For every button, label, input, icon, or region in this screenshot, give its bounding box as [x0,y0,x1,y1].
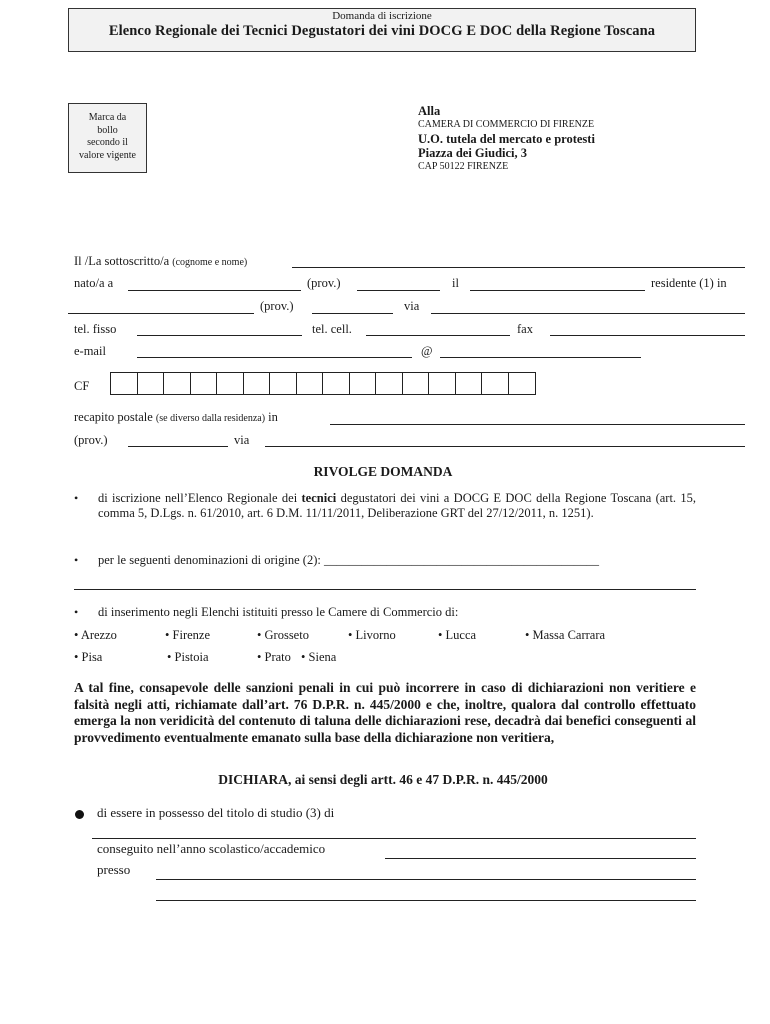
resident-label: residente (1) in [651,276,727,290]
email-label: e-mail [74,344,106,358]
document-header [68,8,696,52]
email-user-field[interactable] [137,357,412,358]
stamp-line: secondo il [87,137,128,148]
declaration-statement: A tal fine, consapevole delle sanzioni penali in cui può incorrere in caso di dichiarazioni non veritiere e falsità negli atti, richiamate dall’art. 76 D.P.R. n. 445/2000 e che, inoltre, qualora dal controllo effettuato emerga la non veridicità del contenuto di taluna delle dichiarazioni rese, decadrà dai benefici conseguenti al provvedimento eventualmente emanato sulla base della dichiarazione non veritiera, [74,680,696,745]
cf-cell[interactable] [270,373,297,394]
recipient-org: CAMERA DI COMMERCIO DI FIRENZE [418,119,595,130]
postal-city-field[interactable] [330,424,745,425]
recipient-office: U.O. tutela del mercato e protesti [418,132,595,146]
cf-cell[interactable] [376,373,403,394]
cf-label: CF [74,379,90,393]
chamber-prato: Prato [264,650,291,664]
chamber-option[interactable]: • Pisa [74,650,103,664]
tax-code-grid[interactable] [110,372,536,395]
cf-cell[interactable] [244,373,271,394]
at-sign: @ [421,344,433,358]
bullet-icon: • [74,491,79,505]
declaration-heading: DICHIARA, ai sensi degli artt. 46 e 47 D.P.R. n. 445/2000 [218,772,548,787]
date-label: il [452,276,459,290]
prov-label: (prov.) [74,433,108,447]
chamber-arezzo: Arezzo [80,628,117,642]
chamber-option[interactable]: • Arezzo [74,628,117,642]
born-at-label: nato/a a [74,276,114,290]
stamp-line: valore vigente [79,149,136,161]
postal-street-field[interactable] [265,446,745,447]
revenue-stamp-box [68,103,147,173]
cf-cell[interactable] [456,373,483,394]
item1-pre: di iscrizione nell’Elenco Regionale dei [98,491,298,505]
name-field[interactable] [292,267,745,268]
chamber-grosseto: Grosseto [264,628,309,642]
postal-address-label [74,410,278,425]
cf-cell[interactable] [217,373,244,394]
mobile-field[interactable] [366,335,510,336]
chamber-pisa: Pisa [81,650,103,664]
chamber-option[interactable]: • Pistoia [167,650,209,664]
chamber-siena: Siena [308,650,337,664]
stamp-line: Marca da [88,112,127,123]
cf-cell[interactable] [403,373,430,394]
request-heading: RIVOLGE DOMANDA [313,464,453,479]
postal-hint: (se diverso dalla residenza) [155,413,266,424]
recipient-city: CAP 50122 FIRENZE [418,161,509,172]
birth-prov-field[interactable] [357,290,440,291]
postal-text: recapito postale [74,410,153,424]
header-subtitle: Domanda di iscrizione [332,10,432,22]
undersigned-text: Il /La sottoscritto/a [74,254,170,268]
fax-label: fax [517,322,533,336]
residence-street-field[interactable] [431,313,745,314]
request-item-registration [98,491,696,521]
prov-label: (prov.) [307,276,341,290]
chamber-option[interactable]: • Prato [257,650,291,664]
institution-label: presso [97,862,131,877]
chamber-option[interactable]: • Firenze [165,628,210,642]
academic-year-field[interactable] [385,858,696,859]
cf-cell[interactable] [323,373,350,394]
postal-in: in [268,410,278,424]
chamber-massa-carrara: Massa Carrara [532,628,606,642]
institution-field[interactable] [156,879,696,880]
study-title-field[interactable] [92,838,696,839]
header-title: Elenco Regionale dei Tecnici Degustatori dei vini DOCG E DOC della Regione Toscana [108,23,656,39]
cf-cell[interactable] [482,373,509,394]
via-label: via [234,433,250,447]
item1-post: degustatori dei vini a DOCG E DOC della Regione Toscana (art. 15, comma 5, D.Lgs. n. 61/2010, art. 6 D.M. 11/11/2011, Deliberazione GRT del 27/12/2011, n. 1251). [98,491,697,520]
stamp-line: bollo [97,124,118,136]
residence-city-field[interactable] [68,313,254,314]
undersigned-hint: (cognome e nome) [172,257,248,268]
cf-cell[interactable] [111,373,138,394]
prov-label: (prov.) [260,299,294,313]
chamber-firenze: Firenze [172,628,210,642]
cf-cell[interactable] [429,373,456,394]
chamber-option[interactable]: • Livorno [348,628,396,642]
academic-year-label: conseguito nell’anno scolastico/accademico [97,841,326,856]
denominations-field[interactable] [74,589,696,590]
bullet-icon: • [74,553,79,567]
recipient-address [418,104,595,174]
email-domain-field[interactable] [440,357,641,358]
bullet-icon: • [74,605,79,619]
chamber-option[interactable]: • Massa Carrara [525,628,606,642]
study-title-label: di essere in possesso del titolo di studio (3) di [97,805,335,820]
phone-field[interactable] [137,335,302,336]
cf-cell[interactable] [138,373,165,394]
recipient-street: Piazza dei Giudici, 3 [418,146,528,160]
bullet-icon [75,810,84,819]
chamber-option[interactable]: • Lucca [438,628,477,642]
fax-field[interactable] [550,335,745,336]
cf-cell[interactable] [164,373,191,394]
chamber-livorno: Livorno [355,628,396,642]
request-item-chambers: di inserimento negli Elenchi istituiti presso le Camere di Commercio di: [98,605,459,619]
institution-field-2[interactable] [156,900,696,901]
chamber-pistoia: Pistoia [174,650,209,664]
postal-prov-field[interactable] [128,446,228,447]
phone-label: tel. fisso [74,322,117,336]
cf-cell[interactable] [509,373,536,394]
residence-prov-field[interactable] [312,313,393,314]
chamber-option[interactable]: • Grosseto [257,628,309,642]
request-item-denominations: per le seguenti denominazioni di origine (2): ____________________________________________ [98,553,599,567]
item1-bold: tecnici [301,491,337,505]
cf-cell[interactable] [191,373,218,394]
chamber-lucca: Lucca [445,628,477,642]
birthplace-field[interactable] [128,290,301,291]
cf-cell[interactable] [350,373,377,394]
chamber-option[interactable]: • Siena [301,650,337,664]
recipient-to: Alla [418,104,441,118]
via-label: via [404,299,420,313]
cf-cell[interactable] [297,373,324,394]
mobile-label: tel. cell. [312,322,352,336]
birth-date-field[interactable] [470,290,645,291]
undersigned-label [74,254,247,269]
